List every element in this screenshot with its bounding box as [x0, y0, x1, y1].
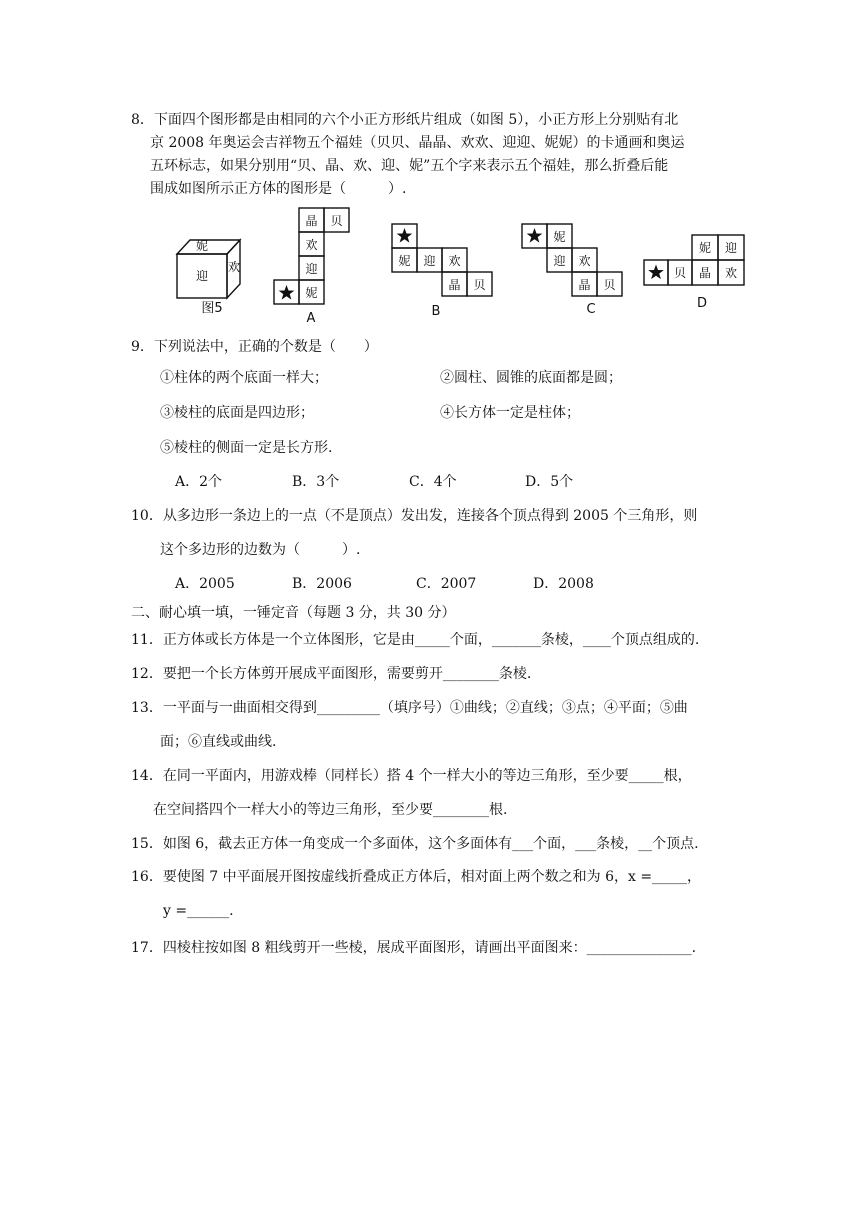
net-option-a: [268, 206, 358, 328]
net-option-d: [640, 233, 758, 313]
cube-caption: 图5: [201, 301, 223, 316]
net-b-cell: 晶: [448, 278, 461, 292]
net-a-cell: 欢: [305, 238, 318, 252]
cube-side-label: 欢: [227, 260, 241, 274]
net-a-cell: 贝: [330, 214, 343, 228]
net-d-cell: 贝: [673, 266, 687, 280]
net-d-cell: 妮: [698, 241, 712, 255]
q9-option-b: B．3个: [292, 474, 340, 490]
star-icon: [648, 265, 664, 280]
q9-statement-1: ①柱体的两个底面一样大；: [160, 370, 328, 386]
q16-line2: y =______.: [163, 903, 234, 919]
q10-line2: 这个多边形的边数为（ ）.: [160, 542, 361, 558]
net-b-cell: 妮: [398, 254, 411, 268]
star-icon: [397, 228, 413, 243]
q10-option-a: A．2005: [175, 576, 235, 592]
cube-top-label: 妮: [195, 239, 209, 253]
q8-line4: 围成如图所示正方体的图形是（ ）.: [150, 181, 407, 197]
net-d-cell: 晶: [698, 266, 712, 280]
star-icon: [527, 228, 543, 243]
q9-option-c: C．4个: [409, 474, 457, 490]
q9-statement-4: ④长方体一定是柱体；: [440, 405, 580, 421]
net-a-cell: 迎: [305, 262, 318, 276]
q16-line1: 16．要使图 7 中平面展开图按虚线折叠成正方体后，相对面上两个数之和为 6，x =_____，: [131, 869, 702, 885]
q9-option-d: D．5个: [525, 474, 574, 490]
q11-text: 11．正方体或长方体是一个立体图形，它是由_____个面，_______条棱，____个顶点组成的.: [131, 632, 700, 648]
section-2-title: 二、耐心填一填，一锤定音（每题 3 分，共 30 分）: [131, 605, 456, 621]
net-d-cell: 迎: [724, 241, 738, 255]
net-c-cell: 妮: [553, 230, 566, 244]
net-c-cell: 晶: [578, 278, 591, 292]
net-c-cell: 欢: [578, 254, 591, 268]
q14-line2: 在空间搭四个一样大小的等边三角形，至少要________根.: [153, 802, 508, 818]
net-option-c: [518, 222, 630, 320]
q13-line1: 13．一平面与一曲面相交得到_________（填序号）①曲线；②直线；③点；④平面；⑤曲: [131, 700, 688, 716]
q8-line3: 五环标志，如果分别用“贝、晶、欢、迎、妮”五个字来表示五个福娃，那么折叠后能: [150, 158, 669, 174]
q8-line2: 京 2008 年奥运会吉祥物五个福娃（贝贝、晶晶、欢欢、迎迎、妮妮）的卡通画和奥运: [150, 135, 685, 151]
net-b-cell: 迎: [423, 254, 436, 268]
net-b-cell: 欢: [448, 254, 461, 268]
net-option-b: [388, 222, 500, 320]
q12-text: 12．要把一个长方体剪开展成平面图形，需要剪开________条棱.: [131, 666, 532, 682]
q17-text: 17．四棱柱按如图 8 粗线剪开一些棱，展成平面图形，请画出平面图来：_______________.: [131, 940, 697, 956]
q15-text: 15．如图 6，截去正方体一角变成一个多面体，这个多面体有___个面，___条棱，__个顶点.: [131, 836, 699, 852]
q10-option-d: D．2008: [533, 576, 594, 592]
net-a-label: A: [306, 311, 316, 326]
q10-line1: 10．从多边形一条边上的一点（不是顶点）发出发，连接各个顶点得到 2005 个三角形，则: [131, 508, 698, 524]
net-a-cell: 晶: [305, 214, 318, 228]
star-icon: [279, 285, 295, 300]
q9-option-a: A．2个: [175, 474, 223, 490]
net-c-cell: 贝: [603, 278, 616, 292]
net-d-cell: 欢: [724, 266, 738, 280]
net-b-label: B: [431, 304, 441, 319]
q8-line1: 8．下面四个图形都是由相同的六个小正方形纸片组成（如图 5），小正方形上分别贴有北: [131, 112, 679, 128]
cube-front-label: 迎: [195, 269, 209, 283]
net-a-cell: 妮: [305, 286, 318, 300]
q10-option-c: C．2007: [416, 576, 477, 592]
net-b-cell: 贝: [473, 278, 486, 292]
q9-statement-3: ③棱柱的底面是四边形；: [160, 405, 314, 421]
net-c-cell: 迎: [553, 254, 566, 268]
q14-line1: 14．在同一平面内，用游戏棒（同样长）搭 4 个一样大小的等边三角形，至少要_____根，: [131, 768, 692, 784]
net-d-label: D: [696, 296, 708, 311]
q13-line2: 面；⑥直线或曲线.: [160, 734, 277, 750]
net-c-label: C: [586, 302, 596, 317]
cube-figure: [172, 234, 252, 316]
q9-stem: 9．下列说法中，正确的个数是（ ）: [131, 339, 378, 355]
q9-statement-5: ⑤棱柱的侧面一定是长方形.: [160, 440, 333, 456]
q10-option-b: B．2006: [292, 576, 352, 592]
q9-statement-2: ②圆柱、圆锥的底面都是圆；: [440, 370, 622, 386]
